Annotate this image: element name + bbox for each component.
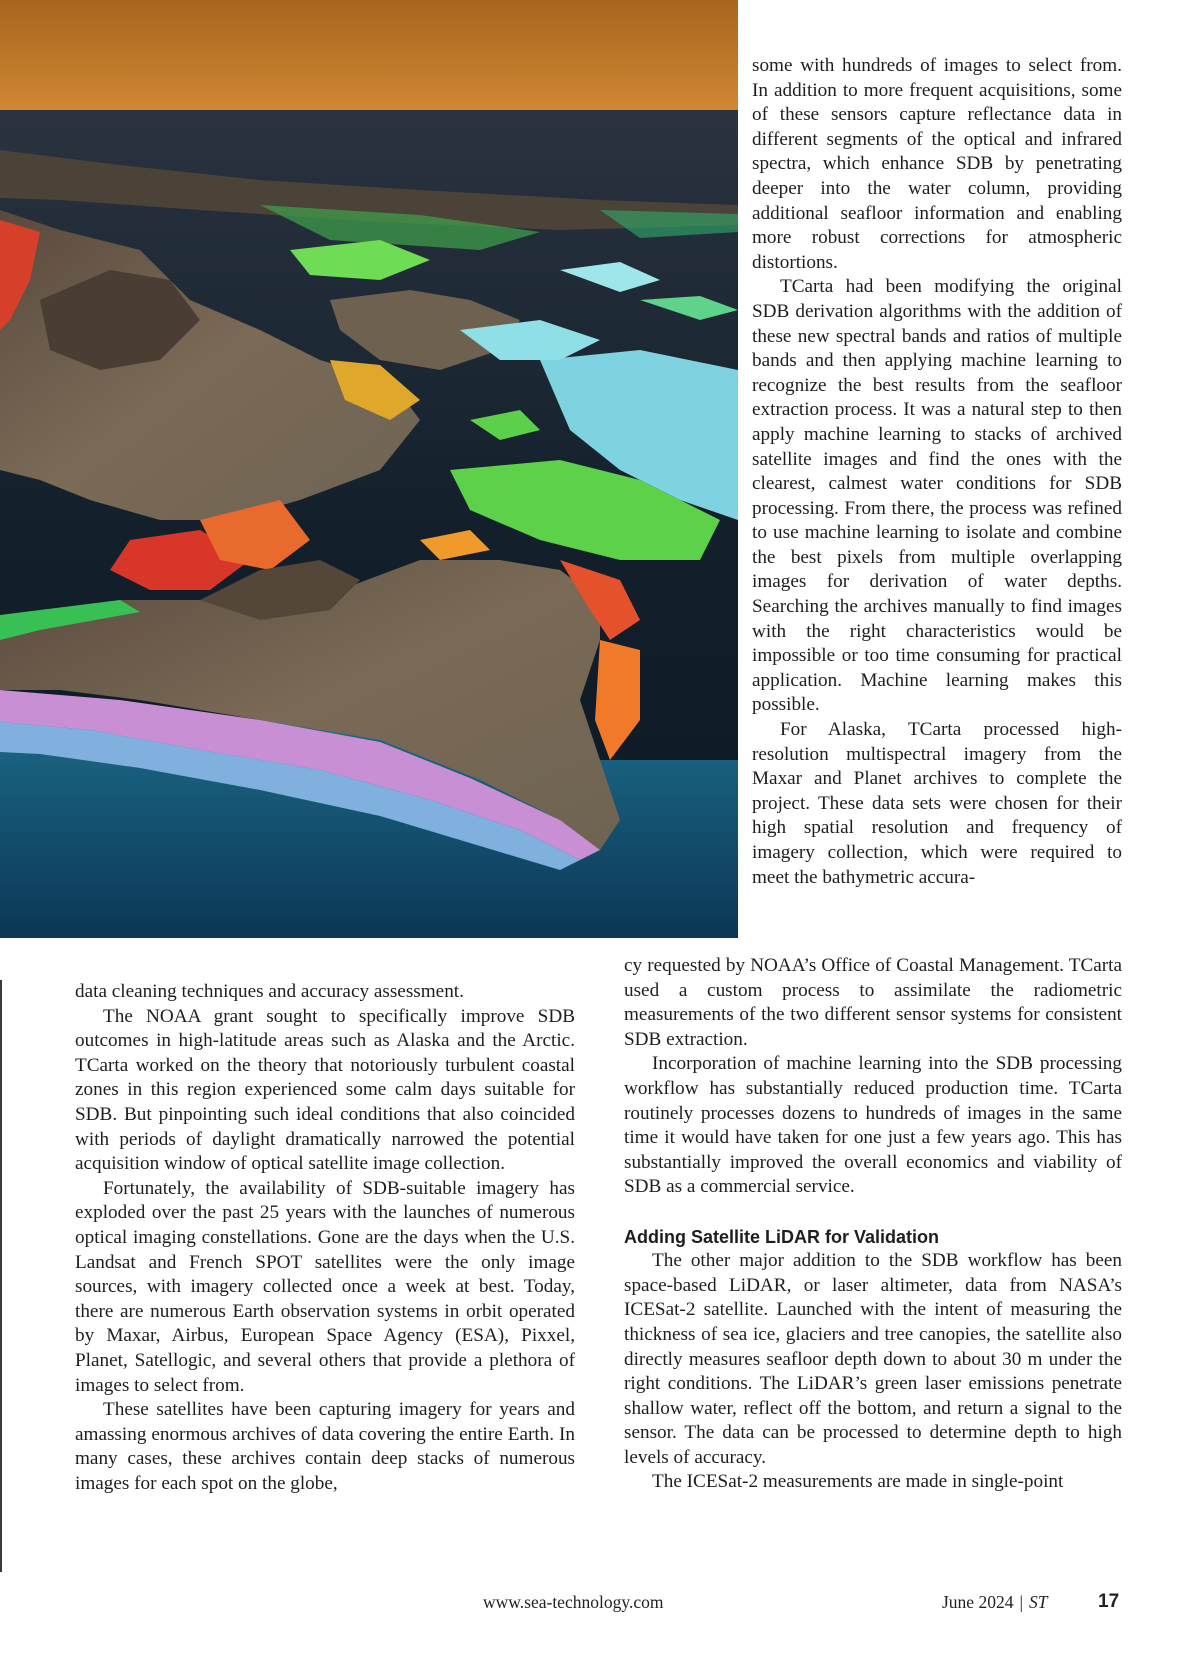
issue-date [942,1592,1047,1613]
section-heading: Adding Satellite LiDAR for Validation [624,1226,940,1247]
footer-separator: | [1019,1592,1023,1612]
paragraph: some with hundreds of images to select from. In addition to more frequent acquisitions, some of these sensors capture reflectance data in different segments of the optical and infrared spectra, which enhance SDB by penetrating deeper into the water column, providing additional seafloor information and enabling more robust corrections for atmospheric distortions. [752,55,1122,273]
paragraph: Fortunately, the availability of SDB-suitable imagery has exploded over the past 25 years with the launches of numerous optical imaging constellations. Gone are the days when the U.S. Landsat and French SPOT satellites were the only image sources, with imagery collected once a week at best. Today, there are numerous Earth observation systems in orbit operated by Maxar, Airbus, European Space Agency (ESA), Pixxel, Planet, Satellogic, and several others that provide a plethora of images to select from. [75,1177,575,1396]
paragraph: The NOAA grant sought to specifically improve SDB outcomes in high-latitude areas such as Alaska and the Arctic. TCarta worked on the theory that notoriously turbulent coastal zones in this region experienced some calm days suitable for SDB. But pinpointing such ideal conditions that also coincided with periods of daylight dramatically narrowed the potential acquisition window of optical satellite image collection. [75,1005,575,1175]
paragraph: Incorporation of machine learning into the SDB processing workflow has substantially reduced production time. TCarta routinely processes dozens to hundreds of images in the same time it would have taken for one just a few years ago. This has substantially improved the overall economics and viability of SDB as a commercial service. [624,1053,1122,1198]
right-column-lower [624,954,1122,1495]
right-column-upper [752,54,1122,890]
left-column [75,980,575,1496]
page-footer [0,1592,1200,1622]
paragraph: TCarta had been modifying the original SDB derivation algorithms with the addition of these new spectral bands and ratios of multiple bands and then applying machine learning to recognize the best results from the seafloor extraction process. It was a natural step to then apply machine learning to stacks of archived satellite images and find the ones with the clearest, calmest water conditions for SDB processing. From there, the process was refined to use machine learning to isolate and combine the best pixels from multiple overlapping images for derivation of water depths. Searching the archives manually to find images with the right characteristics would be impossible or too time consuming for practical application. Machine learning makes this possible. [752,276,1122,716]
paragraph: data cleaning techniques and accuracy assessment. [75,981,464,1002]
paragraph: These satellites have been capturing imagery for years and amassing enormous archives of data covering the entire Earth. In many cases, these archives contain deep stacks of numerous images for each spot on the globe, [75,1399,575,1494]
magazine-abbrev: ST [1028,1592,1048,1612]
website-url[interactable]: www.sea-technology.com [483,1592,664,1612]
paragraph: The other major addition to the SDB workflow has been space-based LiDAR, or laser altimeter, data from NASA’s ICESat-2 satellite. Launched with the intent of measuring the thickness of sea ice, glaciers and tree canopies, the satellite also directly measures seafloor depth down to about 30 m under the right conditions. The LiDAR’s green laser emissions penetrate shallow water, reflect off the bottom, and return a signal to the sensor. The data can be processed to determine depth to high levels of accuracy. [624,1250,1122,1468]
bathymetry-figure [0,0,738,938]
bathymetry-image [0,0,738,938]
paragraph: For Alaska, TCarta processed high-resolution multispectral imagery from the Maxar and Planet archives to complete the project. These data sets were chosen for their high spatial resolution and frequency of imagery collection, which were required to meet the bathymetric accura- [752,719,1122,888]
paragraph: The ICESat-2 measurements are made in single-point [652,1471,1064,1493]
issue-date-text: June 2024 [942,1592,1014,1612]
page-number: 17 [1098,1591,1120,1612]
paragraph: cy requested by NOAA’s Office of Coastal Management. TCarta used a custom process to assimilate the radiometric measurements of the two different sensor systems for consistent SDB extraction. [624,955,1122,1050]
left-margin-rule [0,980,2,1572]
